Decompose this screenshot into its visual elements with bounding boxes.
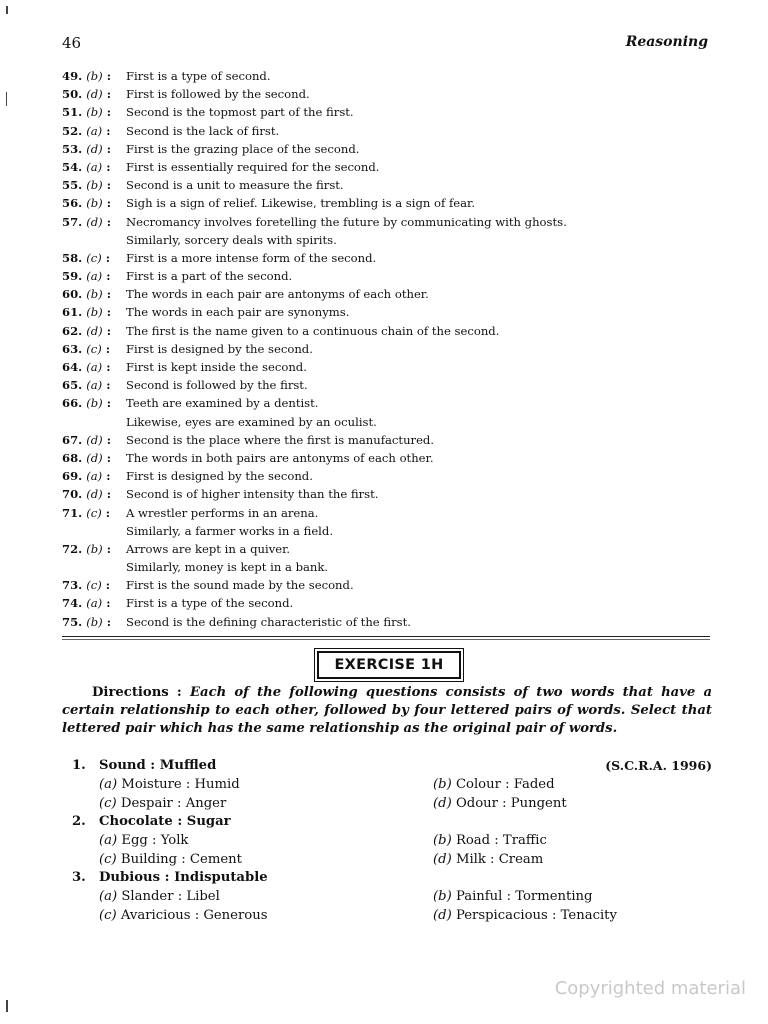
answer-key: 68. (d) : [62, 450, 112, 465]
directions-text: Each of the following questions consists of two words that have a certain relationship to each other, followed by four lettered pairs of words. Select that lettered pair which has the same relationship as the original pair of words. [62, 685, 713, 736]
answer-explanation-continued: Similarly, money is kept in a bank. [126, 560, 329, 575]
option-c: (c) Building : Cement [99, 851, 242, 867]
question-pair: Chocolate : Sugar [99, 814, 231, 829]
answer-explanation: Second is the defining characteristic of the first. [126, 614, 411, 629]
copyright-watermark: Copyrighted material [554, 978, 746, 999]
question-pair: Sound : Muffled [99, 758, 217, 773]
question-pair: Dubious : Indisputable [99, 870, 268, 885]
margin-mark [6, 92, 7, 106]
answer-explanation: The words in each pair are antonyms of each other. [126, 287, 429, 302]
answer-key: 67. (d) : [62, 432, 112, 447]
answer-item [62, 540, 722, 558]
question-number: 2. [72, 814, 86, 829]
answer-explanation: Sigh is a sign of relief. Likewise, trembling is a sign of fear. [126, 196, 476, 211]
answer-key: 65. (a) : [62, 378, 111, 393]
answer-explanation: First is a part of the second. [126, 269, 293, 284]
question-number: 1. [72, 758, 86, 773]
answer-key: 72. (b) : [62, 541, 112, 556]
answer-explanation: Second is a unit to measure the first. [126, 178, 344, 193]
answer-item [62, 340, 722, 358]
answer-item [62, 394, 722, 412]
answer-key: 62. (d) : [62, 323, 112, 338]
option-c: (c) Avaricious : Generous [99, 907, 268, 923]
answer-key: 53. (d) : [62, 141, 112, 156]
answer-item [62, 485, 722, 503]
answer-item [62, 67, 722, 85]
answer-explanation: First is designed by the second. [126, 341, 313, 356]
margin-mark [6, 6, 8, 14]
question-3 [62, 868, 712, 925]
page-number: 46 [62, 34, 82, 52]
answer-item [62, 122, 722, 140]
answer-explanation: Second is the lack of first. [126, 123, 280, 138]
directions-label: Directions : [92, 685, 182, 700]
answer-key: 59. (a) : [62, 269, 111, 284]
option-d: (d) Perspicacious : Tenacity [433, 907, 617, 923]
answer-key: 50. (d) : [62, 87, 112, 102]
option-row [62, 907, 712, 926]
answer-key: 71. (c) : [62, 505, 111, 520]
answer-explanation: Teeth are examined by a dentist. [126, 396, 319, 411]
answer-explanations-list [62, 67, 722, 631]
option-row [62, 851, 712, 870]
answer-item [62, 322, 722, 340]
answer-key: 60. (b) : [62, 287, 112, 302]
answer-explanation: Second is the topmost part of the first. [126, 105, 354, 120]
page-header [62, 34, 708, 56]
question-number: 3. [72, 870, 86, 885]
answer-key: 63. (c) : [62, 341, 111, 356]
option-row [62, 795, 712, 814]
answer-key: 51. (b) : [62, 105, 112, 120]
answer-explanation: First is followed by the second. [126, 87, 310, 102]
divider-rule-thin [62, 639, 710, 640]
answer-item [62, 140, 722, 158]
answer-explanation: A wrestler performs in an arena. [126, 505, 319, 520]
answer-explanation: First is the grazing place of the second. [126, 141, 360, 156]
answer-explanation: Second is of higher intensity than the first. [126, 487, 379, 502]
answer-key: 58. (c) : [62, 250, 111, 265]
question-2 [62, 812, 712, 869]
option-b: (b) Painful : Tormenting [433, 889, 593, 904]
answer-explanation: First is a type of the second. [126, 596, 294, 611]
answer-item [62, 194, 722, 212]
answer-explanation: Necromancy involves foretelling the future by communicating with ghosts. [126, 214, 567, 229]
answer-key: 73. (c) : [62, 578, 111, 593]
answer-key: 49. (b) : [62, 69, 112, 83]
option-c: (c) Despair : Anger [99, 795, 227, 811]
answer-item [62, 249, 722, 267]
answer-explanation: First is kept inside the second. [126, 360, 307, 374]
option-row [62, 888, 712, 907]
answer-key: 57. (d) : [62, 214, 112, 229]
option-a: (a) Egg : Yolk [99, 833, 189, 848]
margin-mark [6, 1000, 8, 1012]
answer-explanation: First is a type of second. [126, 69, 271, 83]
answer-item [62, 358, 722, 376]
answer-key: 52. (a) : [62, 123, 111, 138]
answer-key: 66. (b) : [62, 396, 112, 411]
answer-item [62, 85, 722, 103]
answer-item [62, 504, 722, 522]
option-d: (d) Milk : Cream [433, 851, 544, 867]
answer-key: 55. (b) : [62, 178, 112, 193]
answer-explanation: First is essentially required for the second. [126, 159, 380, 174]
exercise-heading: EXERCISE 1H [317, 651, 461, 679]
answer-item [62, 267, 722, 285]
answer-explanation: The words in each pair are synonyms. [126, 305, 350, 320]
answer-explanation: First is designed by the second. [126, 469, 313, 484]
divider-rule [62, 636, 710, 637]
answer-explanation: Arrows are kept in a quiver. [126, 541, 291, 556]
option-b: (b) Colour : Faded [433, 777, 555, 792]
question-1 [62, 756, 712, 813]
answer-key: 56. (b) : [62, 196, 112, 211]
question-title [62, 812, 712, 832]
option-a: (a) Slander : Libel [99, 889, 220, 904]
answer-item [62, 213, 722, 231]
answer-key: 54. (a) : [62, 159, 111, 174]
answer-item [62, 176, 722, 194]
answer-item [62, 576, 722, 594]
answer-item [62, 613, 722, 631]
question-title [62, 868, 712, 888]
answer-item [62, 431, 722, 449]
option-row [62, 832, 712, 851]
answer-explanation-continued: Similarly, sorcery deals with spirits. [126, 232, 337, 247]
answer-key: 74. (a) : [62, 596, 111, 611]
answer-explanation: First is the sound made by the second. [126, 578, 354, 593]
answer-explanation: Second is the place where the first is manufactured. [126, 432, 435, 447]
option-b: (b) Road : Traffic [433, 833, 547, 848]
answer-explanation-continued: Likewise, eyes are examined by an oculist. [126, 414, 377, 429]
answer-item [62, 376, 722, 394]
answer-item [62, 303, 722, 321]
answer-key: 75. (b) : [62, 614, 112, 629]
answer-explanation: The words in both pairs are antonyms of each other. [126, 450, 434, 465]
question-source: (S.C.R.A. 1996) [605, 758, 712, 773]
section-title: Reasoning [625, 34, 708, 50]
answer-key: 61. (b) : [62, 305, 112, 320]
answer-explanation: Second is followed by the first. [126, 378, 308, 393]
answer-explanation-continued: Similarly, a farmer works in a field. [126, 523, 333, 538]
option-d: (d) Odour : Pungent [433, 795, 567, 811]
answer-item [62, 285, 722, 303]
answer-key: 70. (d) : [62, 487, 112, 502]
answer-explanation: First is a more intense form of the second. [126, 250, 377, 265]
answer-key: 69. (a) : [62, 469, 111, 484]
directions [62, 684, 712, 738]
answer-item [62, 467, 722, 485]
question-title [62, 756, 712, 776]
answer-item [62, 103, 722, 121]
answer-item [62, 158, 722, 176]
option-a: (a) Moisture : Humid [99, 777, 240, 792]
answer-key: 64. (a) : [62, 360, 111, 374]
answer-item [62, 594, 722, 612]
option-row [62, 776, 712, 795]
answer-explanation: The first is the name given to a continuous chain of the second. [126, 323, 500, 338]
answer-item [62, 449, 722, 467]
